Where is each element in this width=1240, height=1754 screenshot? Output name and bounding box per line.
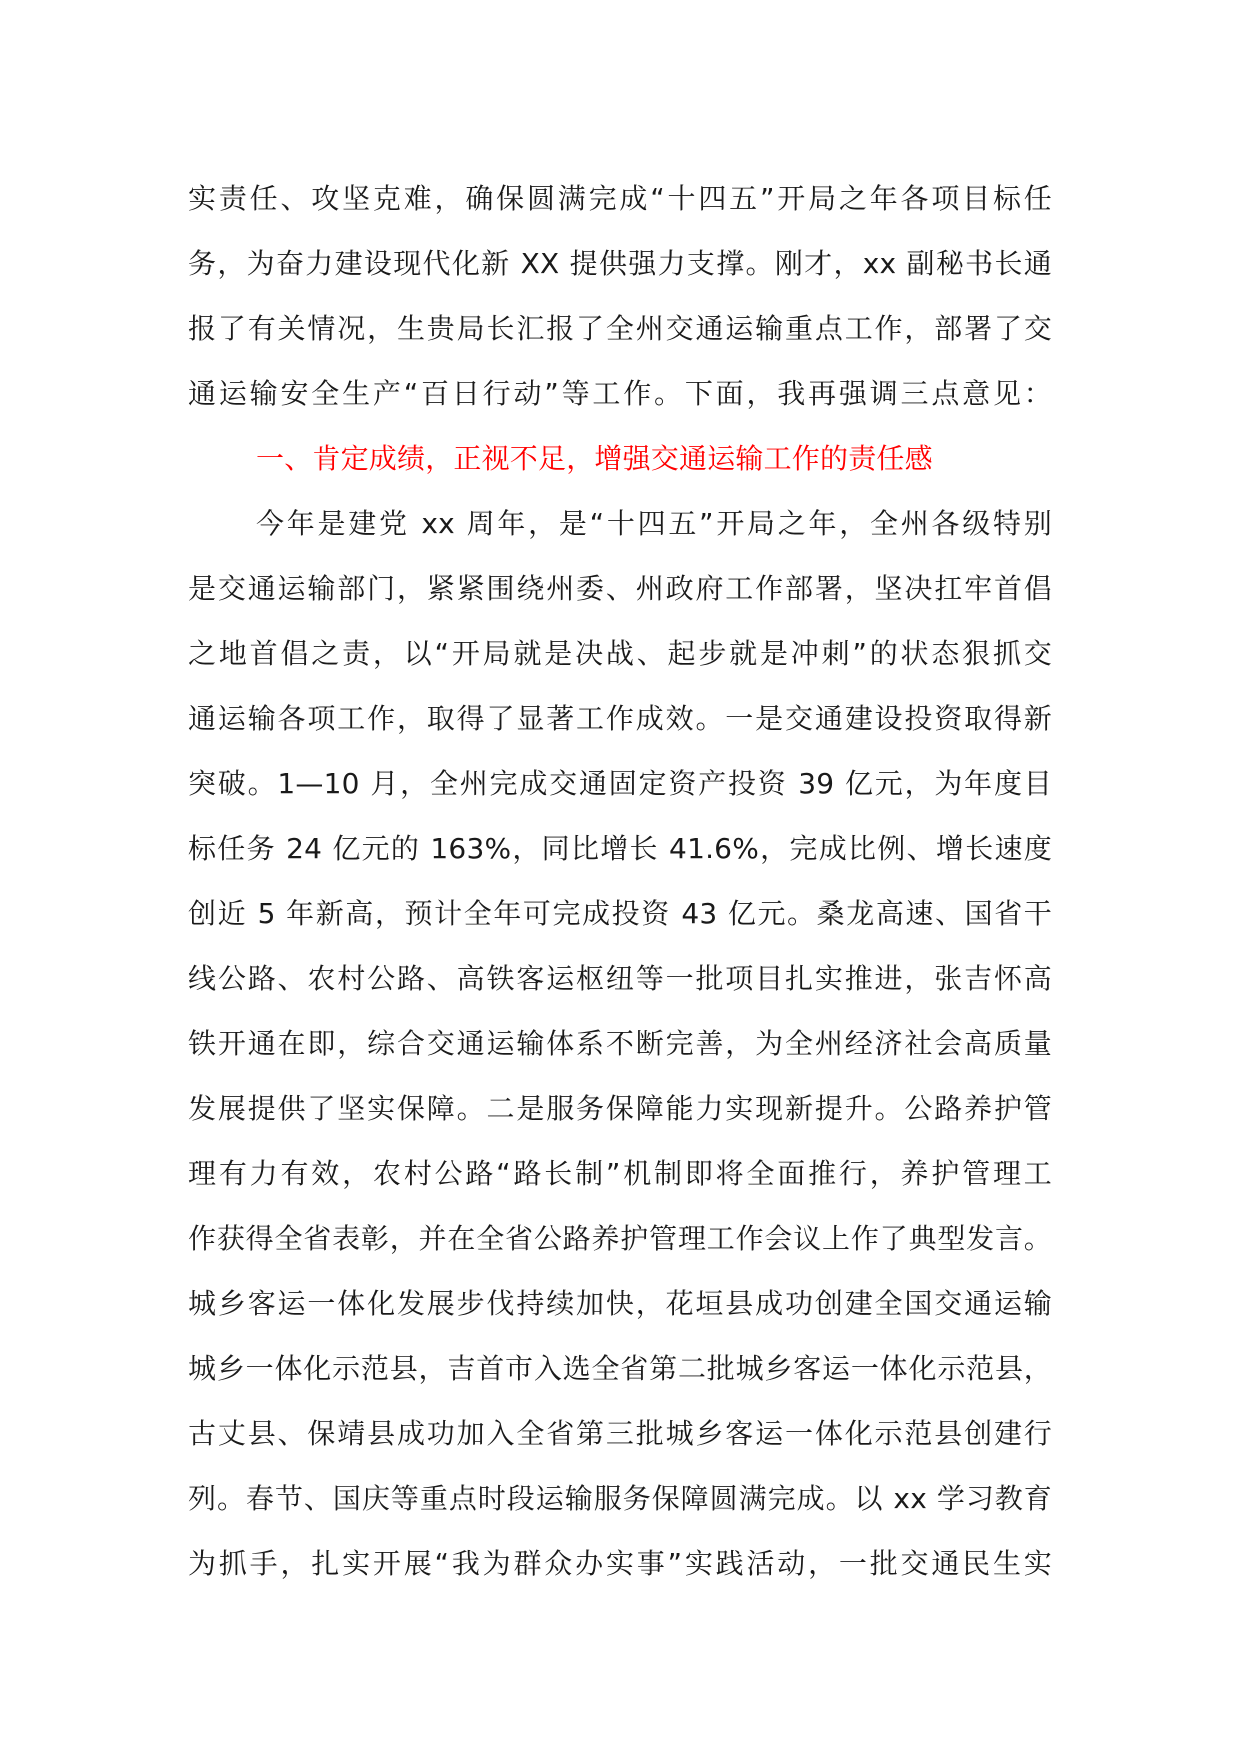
paragraph-line: 线公路、农村公路、高铁客运枢纽等一批项目扎实推进，张吉怀高 [188, 962, 1052, 995]
paragraph-line: 实责任、攻坚克难，确保圆满完成“十四五”开局之年各项目标任 [188, 182, 1052, 215]
paragraph-line: 今年是建党 xx 周年，是“十四五”开局之年，全州各级特别 [256, 507, 1052, 540]
paragraph-line: 理有力有效，农村公路“路长制”机制即将全面推行，养护管理工 [188, 1157, 1052, 1190]
paragraph-line: 古丈县、保靖县成功加入全省第三批城乡客运一体化示范县创建行 [188, 1417, 1052, 1450]
paragraph-line: 突破。1—10 月，全州完成交通固定资产投资 39 亿元，为年度目 [188, 767, 1052, 800]
paragraph-line: 务，为奋力建设现代化新 XX 提供强力支撑。刚才，xx 副秘书长通 [188, 247, 1052, 280]
paragraph-line: 为抓手，扎实开展“我为群众办实事”实践活动，一批交通民生实 [188, 1547, 1052, 1580]
paragraph-line: 标任务 24 亿元的 163%，同比增长 41.6%，完成比例、增长速度 [188, 832, 1052, 865]
paragraph-line: 作获得全省表彰，并在全省公路养护管理工作会议上作了典型发言。 [188, 1222, 1052, 1255]
paragraph-line: 列。春节、国庆等重点时段运输服务保障圆满完成。以 xx 学习教育 [188, 1482, 1052, 1515]
paragraph-line: 通运输安全生产“百日行动”等工作。下面，我再强调三点意见： [188, 377, 1052, 410]
paragraph-line: 报了有关情况，生贵局长汇报了全州交通运输重点工作，部署了交 [188, 312, 1052, 345]
paragraph-line: 铁开通在即，综合交通运输体系不断完善，为全州经济社会高质量 [188, 1027, 1052, 1060]
paragraph-line: 通运输各项工作，取得了显著工作成效。一是交通建设投资取得新 [188, 702, 1052, 735]
paragraph-line: 城乡一体化示范县，吉首市入选全省第二批城乡客运一体化示范县， [188, 1352, 1052, 1385]
section-heading: 一、肯定成绩，正视不足，增强交通运输工作的责任感 [256, 442, 933, 475]
paragraph-line: 之地首倡之责，以“开局就是决战、起步就是冲刺”的状态狠抓交 [188, 637, 1052, 670]
paragraph-line: 城乡客运一体化发展步伐持续加快，花垣县成功创建全国交通运输 [188, 1287, 1052, 1320]
paragraph-line: 发展提供了坚实保障。二是服务保障能力实现新提升。公路养护管 [188, 1092, 1052, 1125]
document-body [188, 166, 1052, 1596]
paragraph-line: 是交通运输部门，紧紧围绕州委、州政府工作部署，坚决扛牢首倡 [188, 572, 1052, 605]
paragraph-line: 创近 5 年新高，预计全年可完成投资 43 亿元。桑龙高速、国省干 [188, 897, 1052, 930]
